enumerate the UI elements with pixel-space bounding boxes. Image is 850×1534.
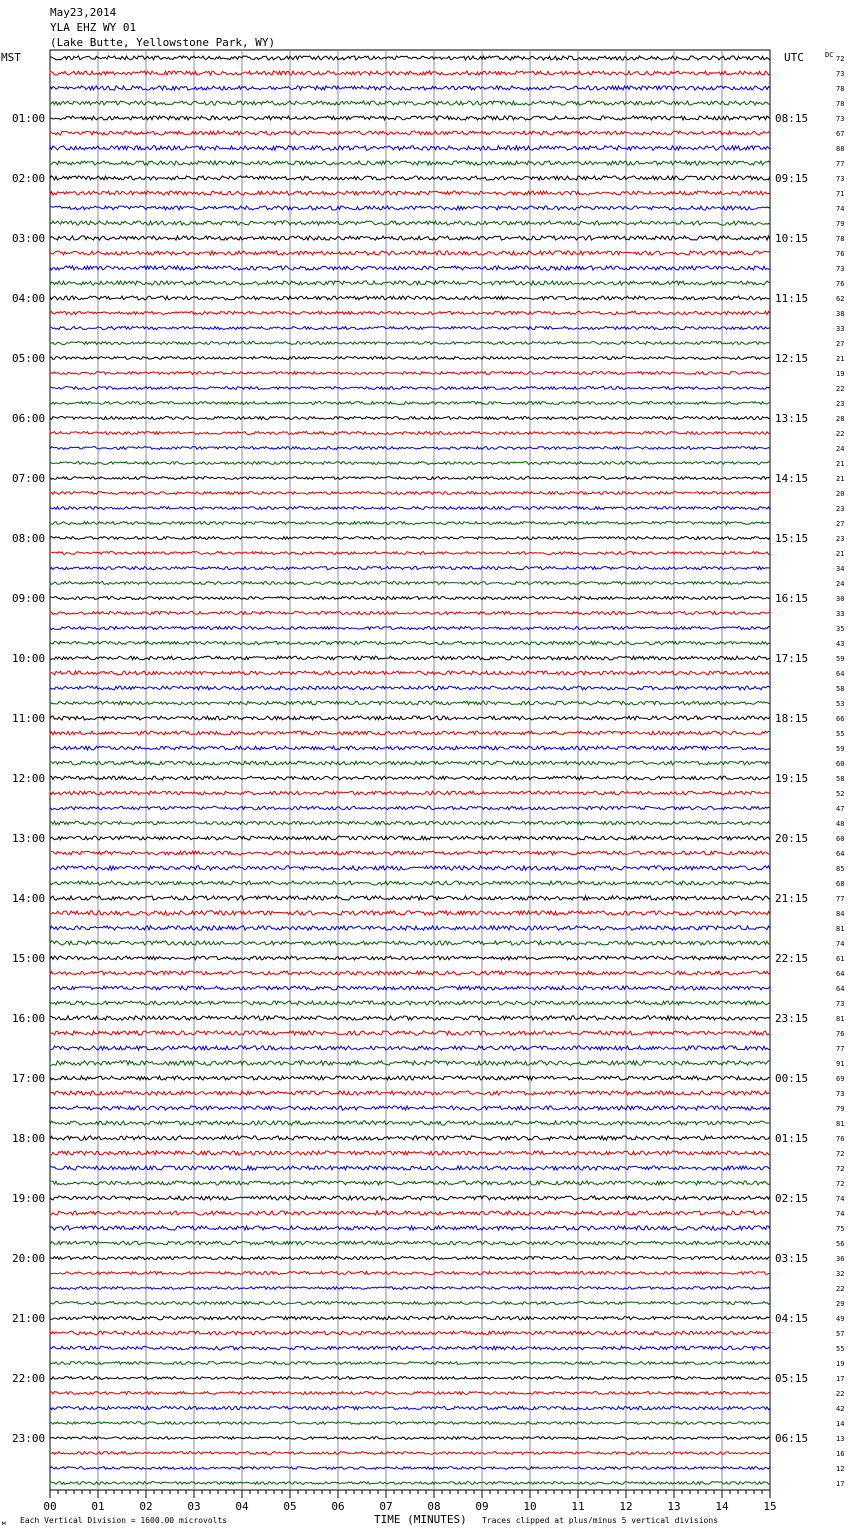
dc-value-label: 64	[836, 970, 845, 978]
trace-line	[50, 1121, 770, 1125]
trace-line	[50, 806, 770, 810]
dc-value-label: 76	[836, 1135, 845, 1143]
dc-value-label: 72	[836, 1150, 845, 1158]
dc-value-label: 59	[836, 745, 845, 753]
trace-line	[50, 342, 770, 345]
dc-value-label: 72	[836, 55, 845, 63]
trace-line	[50, 1362, 770, 1365]
trace-line	[50, 1422, 770, 1425]
left-hour-label: 15:00	[12, 952, 46, 965]
trace-line	[50, 941, 770, 945]
dc-value-label: 28	[836, 415, 845, 423]
dc-value-label: 23	[836, 535, 845, 543]
trace-line	[50, 1226, 770, 1230]
trace-line	[50, 1377, 770, 1380]
trace-line	[50, 507, 770, 510]
left-hour-label: 12:00	[12, 772, 46, 785]
dc-value-label: 20	[836, 490, 845, 498]
trace-line	[50, 1316, 770, 1320]
dc-value-label: 91	[836, 1060, 845, 1068]
trace-line	[50, 251, 770, 255]
dc-value-label: 55	[836, 730, 845, 738]
trace-line	[50, 1031, 770, 1035]
trace-line	[50, 656, 770, 660]
trace-line	[50, 552, 770, 555]
trace-line	[50, 432, 770, 435]
dc-value-label: 55	[836, 1345, 845, 1353]
dc-value-label: 76	[836, 1030, 845, 1038]
trace-line	[50, 1151, 770, 1155]
right-hour-label: 22:15	[775, 952, 809, 965]
trace-line	[50, 746, 770, 750]
dc-value-label: 71	[836, 190, 845, 198]
trace-line	[50, 671, 770, 675]
dc-value-label: 62	[836, 295, 845, 303]
trace-line	[50, 161, 770, 165]
dc-value-label: 33	[836, 610, 845, 618]
trace-line	[50, 1406, 770, 1409]
dc-value-label: 84	[836, 910, 845, 918]
trace-line	[50, 1482, 770, 1485]
left-hour-label: 03:00	[12, 232, 46, 245]
dc-value-label: 76	[836, 280, 845, 288]
trace-line	[50, 881, 770, 885]
dc-value-label: 43	[836, 640, 845, 648]
trace-line	[50, 86, 770, 90]
left-hour-label: 13:00	[12, 832, 46, 845]
trace-line	[50, 176, 770, 180]
dc-value-label: 56	[836, 1240, 845, 1248]
dc-value-label: 64	[836, 985, 845, 993]
right-hour-label: 01:15	[775, 1132, 809, 1145]
dc-value-label: 78	[836, 85, 845, 93]
x-tick-label: 15	[763, 1500, 777, 1513]
trace-line	[50, 1256, 770, 1259]
trace-line	[50, 206, 770, 210]
dc-value-label: 59	[836, 655, 845, 663]
dc-value-label: 22	[836, 1285, 845, 1293]
dc-value-label: 38	[836, 310, 845, 318]
trace-line	[50, 1181, 770, 1185]
trace-line	[50, 866, 770, 870]
trace-line	[50, 791, 770, 795]
dc-value-label: 74	[836, 940, 845, 948]
trace-line	[50, 296, 770, 300]
right-hour-label: 09:15	[775, 172, 809, 185]
trace-line	[50, 582, 770, 585]
trace-line	[50, 686, 770, 690]
right-hour-label: 14:15	[775, 472, 809, 485]
dc-value-label: 24	[836, 580, 845, 588]
dc-value-label: 58	[836, 775, 845, 783]
dc-value-label: 74	[836, 1195, 845, 1203]
dc-value-label: 21	[836, 475, 845, 483]
left-hour-label: 07:00	[12, 472, 46, 485]
dc-value-label: 78	[836, 100, 845, 108]
dc-value-label: 19	[836, 370, 845, 378]
right-hour-label: 11:15	[775, 292, 809, 305]
dc-value-label: 33	[836, 325, 845, 333]
left-hour-label: 14:00	[12, 892, 46, 905]
dc-value-label: 22	[836, 1390, 845, 1398]
dc-value-label: 14	[836, 1420, 845, 1428]
trace-line	[50, 1061, 770, 1066]
x-tick-label: 13	[667, 1500, 681, 1513]
dc-value-label: 16	[836, 1450, 845, 1458]
trace-line	[50, 236, 770, 240]
dc-value-label: 58	[836, 685, 845, 693]
right-hour-label: 16:15	[775, 592, 809, 605]
right-hour-label: 04:15	[775, 1312, 809, 1325]
x-tick-label: 05	[283, 1500, 297, 1513]
trace-line	[50, 266, 770, 270]
trace-line	[50, 761, 770, 765]
dc-value-label: 88	[836, 145, 845, 153]
dc-value-label: 53	[836, 700, 845, 708]
left-hour-label: 16:00	[12, 1012, 46, 1025]
x-tick-label: 07	[379, 1500, 393, 1513]
trace-line	[50, 1076, 770, 1080]
trace-line	[50, 1046, 770, 1050]
x-tick-label: 10	[523, 1500, 537, 1513]
trace-line	[50, 1001, 770, 1005]
dc-value-label: 42	[836, 1405, 845, 1413]
x-tick-label: 03	[187, 1500, 201, 1513]
dc-value-label: 81	[836, 1015, 845, 1023]
trace-line	[50, 986, 770, 990]
right-hour-label: 13:15	[775, 412, 809, 425]
dc-value-label: 77	[836, 1045, 845, 1053]
trace-line	[50, 402, 770, 405]
left-hour-label: 18:00	[12, 1132, 46, 1145]
trace-line	[50, 896, 770, 900]
trace-line	[50, 191, 770, 195]
dc-value-label: 81	[836, 925, 845, 933]
trace-line	[50, 1452, 770, 1455]
x-tick-label: 06	[331, 1500, 345, 1513]
trace-line	[50, 56, 770, 60]
trace-line	[50, 1196, 770, 1200]
dc-value-label: 48	[836, 820, 845, 828]
dc-value-label: 21	[836, 550, 845, 558]
minute-grid	[50, 50, 770, 1490]
trace-line	[50, 462, 770, 465]
time-axis	[43, 1490, 776, 1513]
trace-line	[50, 1091, 770, 1095]
trace-line	[50, 1331, 770, 1335]
trace-line	[50, 1271, 770, 1274]
plot-frame	[50, 50, 770, 1490]
dc-value-label: 24	[836, 445, 845, 453]
dc-value-label: 61	[836, 955, 845, 963]
dc-value-label: 64	[836, 850, 845, 858]
trace-line	[50, 146, 770, 151]
trace-line	[50, 821, 770, 825]
dc-value-label: 47	[836, 805, 845, 813]
right-hour-label: 20:15	[775, 832, 809, 845]
dc-value-label: 34	[836, 565, 845, 573]
dc-value-label: 72	[836, 1165, 845, 1173]
trace-line	[50, 911, 770, 915]
dc-value-label: 22	[836, 385, 845, 393]
dc-value-label: 30	[836, 595, 845, 603]
trace-line	[50, 492, 770, 495]
trace-line	[50, 1467, 770, 1470]
trace-line	[50, 641, 770, 644]
trace-line	[50, 131, 770, 135]
trace-line	[50, 417, 770, 420]
trace-line	[50, 1166, 770, 1170]
dc-value-label: 29	[836, 1300, 845, 1308]
dc-value-label: 73	[836, 115, 845, 123]
right-timezone-label: UTC	[784, 51, 804, 64]
dc-value-label: 73	[836, 1000, 845, 1008]
right-hour-label: 02:15	[775, 1192, 809, 1205]
dc-column-label: DC	[825, 51, 834, 59]
dc-value-label: 66	[836, 715, 845, 723]
left-hour-label: 19:00	[12, 1192, 46, 1205]
x-tick-label: 12	[619, 1500, 633, 1513]
dc-value-label: 81	[836, 1120, 845, 1128]
trace-line	[50, 1437, 770, 1440]
right-hour-label: 18:15	[775, 712, 809, 725]
dc-value-label: 74	[836, 205, 845, 213]
trace-line	[50, 522, 770, 525]
trace-line	[50, 1392, 770, 1395]
right-hour-label: 03:15	[775, 1252, 809, 1265]
dc-value-label: 73	[836, 175, 845, 183]
dc-value-label: 68	[836, 880, 845, 888]
dc-value-label: 49	[836, 1315, 845, 1323]
trace-line	[50, 372, 770, 375]
x-tick-label: 04	[235, 1500, 249, 1513]
dc-value-label: 73	[836, 70, 845, 78]
dc-value-label: 35	[836, 625, 845, 633]
trace-line	[50, 311, 770, 314]
right-hour-label: 08:15	[775, 112, 809, 125]
trace-line	[50, 701, 770, 705]
right-hour-label: 12:15	[775, 352, 809, 365]
x-tick-label: 08	[427, 1500, 441, 1513]
left-hour-label: 09:00	[12, 592, 46, 605]
trace-line	[50, 851, 770, 855]
dc-value-label: 77	[836, 160, 845, 168]
station-location: (Lake Butte, Yellowstone Park, WY)	[50, 36, 276, 49]
left-hour-label: 20:00	[12, 1252, 46, 1265]
trace-line	[50, 836, 770, 840]
dc-value-label: 27	[836, 340, 845, 348]
right-hour-label: 06:15	[775, 1432, 809, 1445]
trace-line	[50, 956, 770, 960]
trace-line	[50, 1302, 770, 1305]
left-hour-label: 06:00	[12, 412, 46, 425]
dc-value-label: 73	[836, 265, 845, 273]
dc-value-label: 12	[836, 1465, 845, 1473]
trace-line	[50, 1241, 770, 1245]
dc-offset-labels	[836, 55, 844, 1488]
right-hour-label: 17:15	[775, 652, 809, 665]
trace-line	[50, 71, 770, 75]
trace-line	[50, 971, 770, 975]
x-tick-label: 14	[715, 1500, 729, 1513]
dc-value-label: 22	[836, 430, 845, 438]
trace-line	[50, 357, 770, 360]
trace-line	[50, 626, 770, 629]
dc-value-label: 23	[836, 400, 845, 408]
dc-value-label: 60	[836, 835, 845, 843]
dc-value-label: 79	[836, 1105, 845, 1113]
trace-line	[50, 116, 770, 120]
trace-line	[50, 1287, 770, 1290]
x-tick-label: 00	[43, 1500, 57, 1513]
dc-value-label: 74	[836, 1210, 845, 1218]
record-date: May23,2014	[50, 6, 117, 19]
trace-line	[50, 1136, 770, 1140]
right-hour-label: 10:15	[775, 232, 809, 245]
left-timezone-label: MST	[1, 51, 21, 64]
trace-line	[50, 716, 770, 720]
dc-value-label: 60	[836, 760, 845, 768]
dc-value-label: 27	[836, 520, 845, 528]
left-hour-label: 10:00	[12, 652, 46, 665]
dc-value-label: 85	[836, 865, 845, 873]
dc-value-label: 32	[836, 1270, 845, 1278]
dc-value-label: 64	[836, 670, 845, 678]
dc-value-label: 67	[836, 130, 845, 138]
dc-value-label: 19	[836, 1360, 845, 1368]
trace-line	[50, 477, 770, 480]
dc-value-label: 23	[836, 505, 845, 513]
left-hour-label: 04:00	[12, 292, 46, 305]
trace-line	[50, 101, 770, 105]
seismic-traces	[50, 56, 770, 1485]
dc-value-label: 73	[836, 1090, 845, 1098]
clip-note: Traces clipped at plus/minus 5 vertical divisions	[482, 1516, 719, 1525]
dc-value-label: 78	[836, 235, 845, 243]
dc-value-label: 21	[836, 460, 845, 468]
trace-line	[50, 1016, 770, 1020]
right-hour-label: 00:15	[775, 1072, 809, 1085]
left-hour-label: 08:00	[12, 532, 46, 545]
trace-line	[50, 776, 770, 780]
trace-line	[50, 566, 770, 569]
trace-line	[50, 281, 770, 285]
trace-line	[50, 611, 770, 614]
left-hour-label: 05:00	[12, 352, 46, 365]
trace-line	[50, 326, 770, 329]
dc-value-label: 52	[836, 790, 845, 798]
left-hour-label: 02:00	[12, 172, 46, 185]
x-tick-label: 02	[139, 1500, 153, 1513]
trace-line	[50, 1211, 770, 1215]
left-hour-label: 17:00	[12, 1072, 46, 1085]
left-hour-label: 22:00	[12, 1372, 46, 1385]
x-tick-label: 11	[571, 1500, 585, 1513]
left-hour-label: 21:00	[12, 1312, 46, 1325]
station-code: YLA EHZ WY 01	[50, 21, 137, 34]
left-hour-label: 11:00	[12, 712, 46, 725]
right-hour-label: 15:15	[775, 532, 809, 545]
trace-line	[50, 447, 770, 450]
hour-labels	[12, 112, 808, 1445]
dc-value-label: 69	[836, 1075, 845, 1083]
dc-value-label: 57	[836, 1330, 845, 1338]
dc-value-label: 72	[836, 1180, 845, 1188]
dc-value-label: 21	[836, 355, 845, 363]
dc-value-label: 36	[836, 1255, 845, 1263]
right-hour-label: 21:15	[775, 892, 809, 905]
dc-value-label: 17	[836, 1375, 845, 1383]
trace-line	[50, 221, 770, 225]
trace-line	[50, 387, 770, 390]
trace-line	[50, 596, 770, 599]
x-tick-label: 09	[475, 1500, 489, 1513]
trace-line	[50, 537, 770, 540]
dc-value-label: 79	[836, 220, 845, 228]
x-axis-label: TIME (MINUTES)	[374, 1513, 467, 1526]
x-tick-label: 01	[91, 1500, 105, 1513]
trace-line	[50, 1346, 770, 1350]
dc-value-label: 76	[836, 250, 845, 258]
dc-value-label: 77	[836, 895, 845, 903]
trace-line	[50, 731, 770, 735]
dc-value-label: 13	[836, 1435, 845, 1443]
right-hour-label: 19:15	[775, 772, 809, 785]
right-hour-label: 23:15	[775, 1012, 809, 1025]
dc-value-label: 75	[836, 1225, 845, 1233]
trace-line	[50, 926, 770, 930]
left-hour-label: 01:00	[12, 112, 46, 125]
dc-value-label: 17	[836, 1480, 845, 1488]
scale-note: Each Vertical Division = 1600.00 microvolts	[20, 1516, 228, 1525]
left-hour-label: 23:00	[12, 1432, 46, 1445]
small-corner-mark: м	[2, 1520, 6, 1527]
right-hour-label: 05:15	[775, 1372, 809, 1385]
trace-line	[50, 1106, 770, 1110]
